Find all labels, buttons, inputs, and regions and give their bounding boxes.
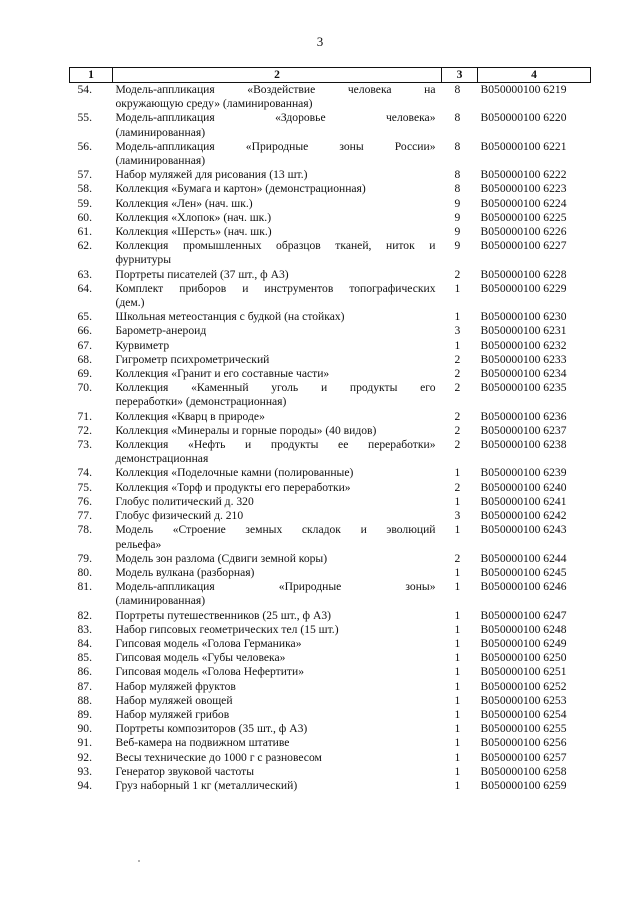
item-quantity: 1 [454, 693, 461, 707]
item-name [113, 708, 442, 722]
item-name [113, 566, 442, 580]
item-name [113, 751, 442, 765]
item-name [113, 665, 442, 679]
item-code: B050000100 6230 [480, 310, 567, 324]
item-code: B050000100 6219 [480, 83, 567, 96]
row-number: 79. [77, 551, 92, 565]
table-row [70, 708, 591, 722]
item-quantity: 1 [454, 665, 461, 679]
row-number: 81. [77, 580, 92, 594]
row-number: 55. [77, 111, 92, 125]
row-number: 67. [77, 338, 92, 352]
table-row [70, 495, 591, 509]
item-name [113, 197, 442, 211]
table-row [70, 580, 591, 608]
item-name-line: Глобус политический д. 320 [115, 494, 254, 508]
row-number: 54. [77, 83, 92, 96]
item-code: B050000100 6240 [480, 480, 567, 494]
item-name-line: Курвиметр [115, 338, 170, 352]
item-code: B050000100 6243 [480, 523, 567, 537]
item-quantity: 1 [454, 608, 461, 622]
item-quantity: 2 [454, 551, 461, 565]
item-code: B050000100 6236 [480, 409, 567, 423]
table-body [70, 83, 591, 794]
item-name [113, 381, 442, 409]
item-code: B050000100 6244 [480, 551, 567, 565]
item-name [113, 637, 442, 651]
item-code: B050000100 6222 [480, 168, 567, 182]
item-code: B050000100 6258 [480, 764, 567, 778]
item-quantity: 9 [454, 239, 461, 253]
item-name-line: Школьная метеостанция с будкой (на стойках) [115, 310, 345, 324]
table-row [70, 722, 591, 736]
item-name [113, 580, 442, 608]
table-row [70, 651, 591, 665]
row-number: 80. [77, 565, 92, 579]
item-code: B050000100 6228 [480, 267, 567, 281]
table-row [70, 779, 591, 793]
column-header-code: 4 [478, 68, 591, 83]
item-name [113, 140, 442, 168]
item-code: B050000100 6256 [480, 736, 567, 750]
table-row [70, 268, 591, 282]
item-name-line: переработки» (демонстрационная) [115, 395, 287, 409]
table-header [70, 68, 591, 83]
table-row [70, 736, 591, 750]
table-row [70, 694, 591, 708]
item-name [113, 83, 442, 112]
item-name [113, 410, 442, 424]
item-name [113, 523, 442, 551]
table-row [70, 438, 591, 466]
item-quantity: 2 [454, 381, 461, 395]
item-code: B050000100 6235 [480, 381, 567, 395]
item-name-line: Коллекция «Кварц в природе» [115, 409, 265, 423]
item-name-line: Набор муляжей для рисования (13 шт.) [115, 168, 308, 182]
item-code: B050000100 6239 [480, 466, 567, 480]
row-number: 91. [77, 736, 92, 750]
item-code: B050000100 6227 [480, 239, 567, 253]
item-name [113, 481, 442, 495]
item-name-line: фурнитуры [115, 253, 172, 267]
table-row [70, 552, 591, 566]
item-quantity: 2 [454, 352, 461, 366]
row-number: 65. [77, 310, 92, 324]
table-row [70, 410, 591, 424]
item-quantity: 8 [454, 83, 461, 96]
row-number: 94. [77, 778, 92, 792]
item-name-line: Модель-аппликация «Воздействие человека на [115, 83, 436, 96]
item-code: B050000100 6259 [480, 778, 567, 792]
row-number: 87. [77, 679, 92, 693]
item-code: B050000100 6257 [480, 750, 567, 764]
item-name [113, 310, 442, 324]
row-number: 90. [77, 722, 92, 736]
row-number: 72. [77, 423, 92, 437]
item-name-line: Портреты путешественников (25 шт., ф А3) [115, 608, 331, 622]
item-quantity: 2 [454, 267, 461, 281]
item-code: B050000100 6255 [480, 722, 567, 736]
row-number: 85. [77, 651, 92, 665]
table-row [70, 665, 591, 679]
item-quantity: 2 [454, 423, 461, 437]
item-code: B050000100 6245 [480, 565, 567, 579]
page-number: 3 [316, 34, 324, 49]
column-header-number: 1 [70, 68, 113, 83]
item-name [113, 424, 442, 438]
item-quantity: 1 [454, 622, 461, 636]
row-number: 66. [77, 324, 92, 338]
item-name [113, 324, 442, 338]
item-code: B050000100 6220 [480, 111, 567, 125]
table-row [70, 83, 591, 112]
item-name-line: Модель «Строение земных складок и эволюций [115, 523, 436, 537]
table-row [70, 282, 591, 310]
item-name [113, 552, 442, 566]
row-number: 78. [77, 523, 92, 537]
table-row [70, 381, 591, 409]
item-quantity: 3 [454, 324, 461, 338]
item-quantity: 1 [454, 679, 461, 693]
inventory-table [69, 67, 591, 793]
item-quantity: 2 [454, 480, 461, 494]
table-row [70, 111, 591, 139]
item-quantity: 2 [454, 367, 461, 381]
row-number: 56. [77, 139, 92, 153]
table-row [70, 239, 591, 267]
item-name [113, 182, 442, 196]
row-number: 61. [77, 225, 92, 239]
table-row [70, 637, 591, 651]
item-name [113, 623, 442, 637]
row-number: 86. [77, 665, 92, 679]
item-code: B050000100 6224 [480, 196, 567, 210]
item-name-line: Модель-аппликация «Природные зоны России» [115, 139, 436, 153]
row-number: 60. [77, 210, 92, 224]
table-row [70, 424, 591, 438]
item-code: B050000100 6229 [480, 281, 567, 295]
item-name-line: Коллекция «Хлопок» (нач. шк.) [115, 210, 272, 224]
item-name-line: Портреты писателей (37 шт., ф А3) [115, 267, 289, 281]
item-name-line: Коллекция промышленных образцов тканей, ниток и [115, 239, 436, 253]
item-name [113, 353, 442, 367]
table-row [70, 339, 591, 353]
row-number: 92. [77, 750, 92, 764]
item-quantity: 1 [454, 764, 461, 778]
row-number: 73. [77, 438, 92, 452]
item-name-line: Гигрометр психрометрический [115, 352, 270, 366]
item-name-line: демонстрационная [115, 452, 209, 466]
row-number: 83. [77, 622, 92, 636]
item-name-line: (ламинированная) [115, 154, 206, 168]
item-quantity: 1 [454, 722, 461, 736]
item-code: B050000100 6223 [480, 182, 567, 196]
item-code: B050000100 6246 [480, 580, 567, 594]
table-row [70, 197, 591, 211]
row-number: 63. [77, 267, 92, 281]
row-number: 68. [77, 352, 92, 366]
item-quantity: 1 [454, 494, 461, 508]
row-number: 69. [77, 367, 92, 381]
item-code: B050000100 6233 [480, 352, 567, 366]
item-code: B050000100 6250 [480, 651, 567, 665]
item-quantity: 8 [454, 139, 461, 153]
item-name-line: Груз наборный 1 кг (металлический) [115, 778, 298, 792]
item-name-line: окружающую среду» (ламинированная) [115, 97, 313, 111]
item-code: B050000100 6238 [480, 438, 567, 452]
item-quantity: 1 [454, 707, 461, 721]
item-code: B050000100 6251 [480, 665, 567, 679]
item-name-line: Коллекция «Поделочные камни (полированные) [115, 466, 354, 480]
item-code: B050000100 6232 [480, 338, 567, 352]
row-number: 88. [77, 693, 92, 707]
item-quantity: 9 [454, 225, 461, 239]
row-number: 58. [77, 182, 92, 196]
item-name-line: Модель-аппликация «Здоровье человека» [115, 111, 436, 125]
item-code: B050000100 6248 [480, 622, 567, 636]
table-row [70, 324, 591, 338]
item-name [113, 211, 442, 225]
item-code: B050000100 6234 [480, 367, 567, 381]
item-code: B050000100 6254 [480, 707, 567, 721]
table-row [70, 680, 591, 694]
item-quantity: 1 [454, 466, 461, 480]
item-name-line: Коллекция «Минералы и горные породы» (40 видов) [115, 423, 377, 437]
row-number: 59. [77, 196, 92, 210]
table-row [70, 353, 591, 367]
item-name [113, 438, 442, 466]
item-quantity: 9 [454, 210, 461, 224]
row-number: 64. [77, 281, 92, 295]
row-number: 75. [77, 480, 92, 494]
table-row [70, 466, 591, 480]
row-number: 84. [77, 636, 92, 650]
item-name-line: Гипсовая модель «Голова Германика» [115, 636, 302, 650]
scan-speck [138, 860, 140, 862]
table-row [70, 225, 591, 239]
item-code: B050000100 6247 [480, 608, 567, 622]
table-row [70, 481, 591, 495]
item-name-line: рельефа» [115, 537, 162, 551]
item-name-line: (дем.) [115, 296, 145, 310]
item-quantity: 1 [454, 281, 461, 295]
item-quantity: 1 [454, 651, 461, 665]
row-number: 89. [77, 707, 92, 721]
item-name [113, 367, 442, 381]
item-code: B050000100 6225 [480, 210, 567, 224]
item-code: B050000100 6249 [480, 636, 567, 650]
row-number: 70. [77, 381, 92, 395]
table-row [70, 140, 591, 168]
item-name-line: Модель зон разлома (Сдвиги земной коры) [115, 551, 328, 565]
item-quantity: 1 [454, 310, 461, 324]
table-row [70, 168, 591, 182]
item-quantity: 1 [454, 580, 461, 594]
item-name [113, 339, 442, 353]
column-header-name: 2 [113, 68, 442, 83]
table-row [70, 182, 591, 196]
item-name-line: Портреты композиторов (35 шт., ф А3) [115, 722, 308, 736]
table-row [70, 523, 591, 551]
item-name [113, 225, 442, 239]
row-number: 82. [77, 608, 92, 622]
item-quantity: 8 [454, 182, 461, 196]
item-name-line: Коллекция «Бумага и картон» (демонстрационная) [115, 182, 366, 196]
item-name [113, 111, 442, 139]
item-name [113, 239, 442, 267]
item-name-line: Модель вулкана (разборная) [115, 565, 255, 579]
item-name-line: Генератор звуковой частоты [115, 764, 254, 778]
item-quantity: 1 [454, 750, 461, 764]
item-code: B050000100 6252 [480, 679, 567, 693]
table-row [70, 310, 591, 324]
table-row [70, 623, 591, 637]
row-number: 62. [77, 239, 92, 253]
item-quantity: 8 [454, 168, 461, 182]
item-name [113, 609, 442, 623]
item-name-line: Коллекция «Торф и продукты его переработки» [115, 480, 351, 494]
item-name-line: Весы технические до 1000 г с разновесом [115, 750, 322, 764]
item-name [113, 466, 442, 480]
item-code: B050000100 6231 [480, 324, 567, 338]
item-name [113, 722, 442, 736]
item-name-line: (ламинированная) [115, 125, 206, 139]
item-name [113, 694, 442, 708]
item-name-line: Гипсовая модель «Губы человека» [115, 651, 286, 665]
item-name-line: Глобус физический д. 210 [115, 509, 244, 523]
item-name [113, 651, 442, 665]
item-name [113, 779, 442, 793]
item-code: B050000100 6237 [480, 423, 567, 437]
table-row [70, 609, 591, 623]
item-quantity: 1 [454, 523, 461, 537]
table-row [70, 211, 591, 225]
item-code: B050000100 6253 [480, 693, 567, 707]
item-quantity: 1 [454, 338, 461, 352]
item-quantity: 3 [454, 509, 461, 523]
row-number: 74. [77, 466, 92, 480]
item-quantity: 2 [454, 409, 461, 423]
table-row [70, 566, 591, 580]
row-number: 77. [77, 509, 92, 523]
item-name-line: Барометр-анероид [115, 324, 207, 338]
item-name-line: Коллекция «Каменный уголь и продукты его [115, 381, 436, 395]
item-name-line: Гипсовая модель «Голова Нефертити» [115, 665, 304, 679]
item-name-line: Коллекция «Нефть и продукты ее переработки» [115, 438, 436, 452]
table-row [70, 765, 591, 779]
item-name-line: Набор муляжей фруктов [115, 679, 236, 693]
item-quantity: 2 [454, 438, 461, 452]
item-quantity: 1 [454, 636, 461, 650]
item-name [113, 268, 442, 282]
row-number: 71. [77, 409, 92, 423]
item-name-line: Набор муляжей овощей [115, 693, 233, 707]
item-name-line: Набор гипсовых геометрических тел (15 шт.) [115, 622, 339, 636]
item-name [113, 736, 442, 750]
row-number: 57. [77, 168, 92, 182]
item-name [113, 495, 442, 509]
item-quantity: 1 [454, 778, 461, 792]
item-name [113, 765, 442, 779]
item-code: B050000100 6242 [480, 509, 567, 523]
item-name [113, 680, 442, 694]
item-name-line: Коллекция «Гранит и его составные части» [115, 367, 330, 381]
item-code: B050000100 6221 [480, 139, 567, 153]
table-row [70, 751, 591, 765]
item-quantity: 8 [454, 111, 461, 125]
item-quantity: 1 [454, 565, 461, 579]
column-header-quantity: 3 [442, 68, 478, 83]
item-quantity: 1 [454, 736, 461, 750]
item-name-line: Модель-аппликация «Природные зоны» [115, 580, 436, 594]
item-code: B050000100 6226 [480, 225, 567, 239]
item-name-line: Веб-камера на подвижном штативе [115, 736, 290, 750]
item-name-line: Набор муляжей грибов [115, 707, 230, 721]
item-quantity: 9 [454, 196, 461, 210]
item-name [113, 509, 442, 523]
item-name [113, 168, 442, 182]
item-code: B050000100 6241 [480, 494, 567, 508]
item-name-line: Коллекция «Шерсть» (нач. шк.) [115, 225, 272, 239]
item-name-line: (ламинированная) [115, 594, 206, 608]
item-name-line: Комплект приборов и инструментов топографических [115, 281, 436, 295]
table-row [70, 509, 591, 523]
table-row [70, 367, 591, 381]
item-name [113, 282, 442, 310]
row-number: 93. [77, 764, 92, 778]
item-name-line: Коллекция «Лен» (нач. шк.) [115, 196, 253, 210]
row-number: 76. [77, 494, 92, 508]
